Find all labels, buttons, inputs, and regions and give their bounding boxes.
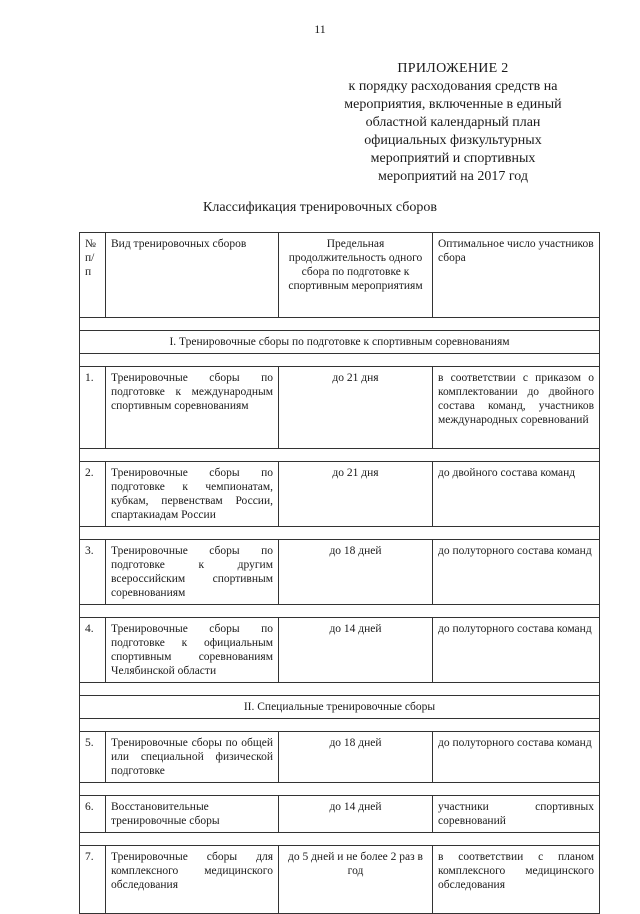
section-title: II. Специальные тренировочные сборы — [80, 696, 600, 719]
section-row — [80, 696, 600, 719]
row-type: Тренировочные сборы по общей или специальной физической подготовке — [106, 732, 279, 783]
row-duration: до 5 дней и не более 2 раз в год — [279, 846, 433, 914]
header-type: Вид тренировочных сборов — [106, 233, 279, 318]
table-row — [80, 796, 600, 833]
row-participants: до двойного состава команд — [433, 462, 600, 527]
appendix-line: мероприятий на 2017 год — [378, 169, 528, 184]
appendix-line: к порядку расходования средств на — [348, 79, 558, 94]
row-duration: до 21 дня — [279, 462, 433, 527]
row-duration: до 18 дней — [279, 732, 433, 783]
row-number: 3. — [80, 540, 106, 605]
row-duration: до 18 дней — [279, 540, 433, 605]
row-type: Тренировочные сборы по подготовке к официальным спортивным соревнованиям Челябинской области — [106, 618, 279, 683]
row-participants: до полуторного состава команд — [433, 618, 600, 683]
appendix-line: мероприятия, включенные в единый — [344, 97, 562, 112]
row-type: Тренировочные сборы по подготовке к другим всероссийским спортивным соревнованиям — [106, 540, 279, 605]
row-type: Тренировочные сборы для комплексного медицинского обследования — [106, 846, 279, 914]
table-row — [80, 732, 600, 783]
appendix-title: ПРИЛОЖЕНИЕ 2 — [397, 61, 509, 76]
row-type: Тренировочные сборы по подготовке к чемпионатам, кубкам, первенствам России, спартакиадам России — [106, 462, 279, 527]
row-participants: участники спортивных соревнований — [433, 796, 600, 833]
section-row — [80, 331, 600, 354]
table-row — [80, 540, 600, 605]
row-number: 1. — [80, 367, 106, 449]
appendix-line: мероприятий и спортивных — [370, 151, 536, 166]
table-row — [80, 846, 600, 914]
table-row — [80, 462, 600, 527]
appendix-line: официальных физкультурных — [364, 133, 542, 148]
row-participants: в соответствии с планом комплексного медицинского обследования — [433, 846, 600, 914]
row-number: 7. — [80, 846, 106, 914]
row-type: Восстановительные тренировочные сборы — [106, 796, 279, 833]
classification-table — [79, 232, 600, 914]
row-participants: до полуторного состава команд — [433, 732, 600, 783]
row-number: 2. — [80, 462, 106, 527]
section-title: I. Тренировочные сборы по подготовке к спортивным соревнованиям — [80, 331, 600, 354]
table-header-row — [80, 233, 600, 318]
header-number: № п/п — [80, 233, 106, 318]
row-duration: до 14 дней — [279, 796, 433, 833]
row-participants: в соответствии с приказом о комплектовании до двойного состава команд, участников международных соревнований — [433, 367, 600, 449]
table-row — [80, 367, 600, 449]
header-duration: Предельная продолжительность одного сбора по подготовке к спортивным мероприятиям — [279, 233, 433, 318]
table-row — [80, 618, 600, 683]
row-duration: до 14 дней — [279, 618, 433, 683]
row-duration: до 21 дня — [279, 367, 433, 449]
row-number: 5. — [80, 732, 106, 783]
row-participants: до полуторного состава команд — [433, 540, 600, 605]
header-participants: Оптимальное число участников сбора — [433, 233, 600, 318]
appendix-line: областной календарный план — [365, 115, 541, 130]
row-type: Тренировочные сборы по подготовке к международным спортивным соревнованиям — [106, 367, 279, 449]
appendix-block — [318, 60, 588, 186]
row-number: 6. — [80, 796, 106, 833]
page-number: 11 — [314, 22, 326, 36]
row-number: 4. — [80, 618, 106, 683]
document-title: Классификация тренировочных сборов — [203, 200, 437, 215]
